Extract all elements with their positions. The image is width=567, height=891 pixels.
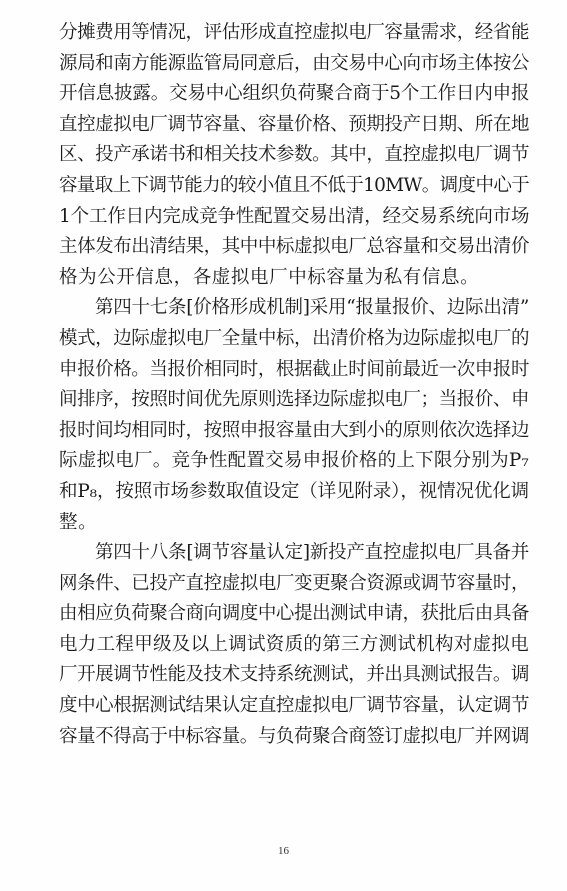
text-line: 格为公开信息，各虚拟电厂中标容量为私有信息。 (59, 266, 480, 288)
text-line: 主体发布出清结果，其中中标虚拟电厂总容量和交易出清价 (59, 236, 529, 258)
text-line: 度中心根据测试结果认定直控虚拟电厂调节容量，认定调节 (59, 695, 529, 717)
text-line: 报时间均相同时，按照申报容量由大到小的原则依次选择边 (59, 419, 529, 441)
text-line: 厂开展调节性能及技术支持系统测试，并出具测试报告。调 (59, 664, 529, 686)
text-line: 1个工作日内完成竞争性配置交易出清，经交易系统向市场 (59, 205, 530, 227)
text-line: 申报价格。当报价相同时，根据截止时间前最近一次申报时 (59, 358, 529, 380)
text-line: 网条件、已投产直控虚拟电厂变更聚合资源或调节容量时， (59, 572, 529, 594)
document-body (59, 18, 529, 752)
paragraph-article-47 (59, 293, 529, 538)
text-line: 源局和南方能源监管局同意后，由交易中心向市场主体按公 (59, 52, 529, 74)
page-number: 16 (278, 845, 289, 857)
paragraph-article-48 (59, 538, 529, 752)
text-line: 电力工程甲级及以上调试资质的第三方测试机构对虚拟电 (59, 633, 530, 655)
paragraph-1 (59, 18, 529, 293)
text-line: 直控虚拟电厂调节容量、容量价格、预期投产日期、所在地 (59, 113, 529, 135)
text-line: 分摊费用等情况，评估形成直控虚拟电厂容量需求，经省能 (59, 22, 529, 43)
text-line: 第四十八条[调节容量认定]新投产直控虚拟电厂具备并 (95, 542, 529, 564)
text-line: 由相应负荷聚合商向调度中心提出测试申请，获批后由具备 (59, 603, 529, 625)
text-line: 第四十七条[价格形成机制]采用“报量报价、边际出清” (95, 297, 529, 319)
text-line: 和P₈，按照市场参数取值设定（详见附录），视情况优化调 (59, 480, 529, 502)
text-line: 容量取上下调节能力的较小值且不低于10MW。调度中心于 (59, 174, 529, 196)
text-line: 整。 (59, 511, 98, 533)
text-line: 区、投产承诺书和相关技术参数。其中，直控虚拟电厂调节 (59, 144, 529, 166)
text-line: 模式，边际虚拟电厂全量中标，出清价格为边际虚拟电厂的 (59, 327, 529, 349)
text-line: 间排序，按照时间优先原则选择边际虚拟电厂；当报价、申 (59, 389, 529, 411)
text-line: 容量不得高于中标容量。与负荷聚合商签订虚拟电厂并网调 (59, 725, 529, 747)
text-line: 际虚拟电厂。竞争性配置交易申报价格的上下限分别为P₇ (59, 450, 529, 472)
text-line: 开信息披露。交易中心组织负荷聚合商于5个工作日内申报 (59, 83, 530, 105)
